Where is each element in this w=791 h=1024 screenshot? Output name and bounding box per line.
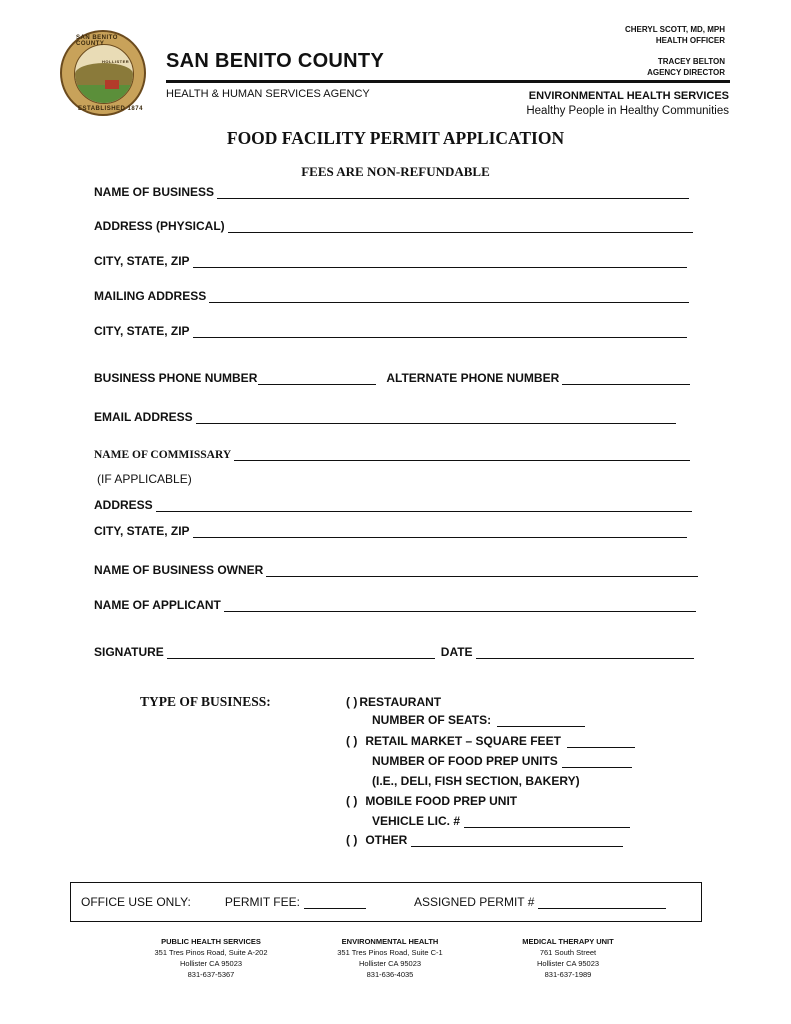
prep-units-label: NUMBER OF FOOD PREP UNITS (372, 754, 558, 768)
seal-text-top: SAN BENITO COUNTY (76, 35, 118, 47)
applicant-field[interactable] (224, 599, 696, 612)
seats-label: NUMBER OF SEATS: (372, 713, 492, 727)
department-name: ENVIRONMENTAL HEALTH SERVICES (528, 90, 729, 102)
footer-public-health (121, 936, 301, 980)
commissary-row (94, 448, 690, 461)
signature-row (94, 645, 694, 659)
retail-checkbox[interactable]: ( ) (346, 734, 358, 748)
footer-environmental-health (300, 936, 480, 980)
date-label: DATE (440, 645, 473, 659)
seal-text-bottom: ESTABLISHED 1874 (78, 106, 143, 112)
restaurant-option[interactable] (346, 695, 441, 709)
mobile-checkbox[interactable]: ( ) (346, 794, 358, 808)
city-state-zip-label-1: CITY, STATE, ZIP (94, 254, 190, 268)
prep-units-field[interactable] (562, 755, 632, 768)
alternate-phone-label: ALTERNATE PHONE NUMBER (386, 371, 560, 385)
commissary-field[interactable] (234, 448, 690, 461)
city-state-zip-row-3 (94, 524, 687, 538)
footer-office-name: ENVIRONMENTAL HEALTH (341, 937, 439, 946)
city-state-zip-field-3[interactable] (193, 525, 687, 538)
permit-fee-label: PERMIT FEE: (224, 895, 300, 909)
owner-row (94, 563, 698, 577)
prep-units-row (372, 754, 632, 768)
footer-medical-therapy (478, 936, 658, 980)
applicant-row (94, 598, 696, 612)
if-applicable-note: (IF APPLICABLE) (97, 472, 192, 486)
address-physical-label: ADDRESS (PHYSICAL) (94, 219, 225, 233)
owner-label: NAME OF BUSINESS OWNER (94, 563, 264, 577)
retail-option[interactable] (346, 734, 635, 748)
footer-street: 351 Tres Pinos Road, Suite A-202 (154, 948, 268, 957)
header-divider (166, 80, 730, 83)
vehicle-row (372, 814, 630, 828)
address-physical-row (94, 219, 693, 233)
email-row (94, 410, 676, 424)
email-field[interactable] (196, 411, 676, 424)
form-title: FOOD FACILITY PERMIT APPLICATION (226, 128, 565, 148)
mailing-address-row (94, 289, 689, 303)
footer-office-name: MEDICAL THERAPY UNIT (522, 937, 614, 946)
agency-name: HEALTH & HUMAN SERVICES AGENCY (166, 88, 370, 100)
office-use-box (70, 882, 702, 922)
assigned-permit-field[interactable] (538, 896, 666, 909)
other-option[interactable] (346, 833, 623, 847)
footer-city: Hollister CA 95023 (358, 959, 422, 968)
restaurant-checkbox[interactable]: ( ) (346, 695, 358, 709)
commissary-address-row (94, 498, 692, 512)
assigned-permit-label: ASSIGNED PERMIT # (413, 895, 535, 909)
footer-street: 761 South Street (539, 948, 597, 957)
date-field[interactable] (476, 646, 694, 659)
footer-phone: 831-637-5367 (187, 970, 235, 979)
mobile-label: MOBILE FOOD PREP UNIT (365, 794, 518, 808)
business-name-row (94, 185, 689, 199)
footer-phone: 831-637-1989 (544, 970, 592, 979)
business-phone-field[interactable] (258, 372, 376, 385)
applicant-label: NAME OF APPLICANT (94, 598, 221, 612)
county-name: SAN BENITO COUNTY (166, 50, 385, 72)
restaurant-label: RESTAURANT (359, 695, 442, 709)
agency-director-block (647, 56, 725, 78)
mailing-address-field[interactable] (209, 290, 689, 303)
office-use-label: OFFICE USE ONLY: (81, 895, 191, 909)
alternate-phone-field[interactable] (562, 372, 690, 385)
commissary-label: NAME OF COMMISSARY (94, 449, 232, 461)
office-use-row (81, 895, 666, 909)
business-name-field[interactable] (217, 186, 689, 199)
city-state-zip-field-2[interactable] (193, 325, 687, 338)
prep-examples-note: (I.E., DELI, FISH SECTION, BAKERY) (372, 774, 580, 788)
footer-city: Hollister CA 95023 (179, 959, 243, 968)
footer-phone: 831-636-4035 (366, 970, 414, 979)
address-physical-field[interactable] (228, 220, 693, 233)
seats-row (372, 713, 585, 727)
signature-label: SIGNATURE (94, 645, 164, 659)
department-motto: Healthy People in Healthy Communities (526, 105, 729, 117)
phone-row (94, 371, 690, 385)
officer-name: CHERYL SCOTT, MD, MPH (624, 25, 725, 34)
director-title: AGENCY DIRECTOR (647, 68, 725, 77)
officer-title: HEALTH OFFICER (655, 36, 725, 45)
seal-landscape (74, 44, 134, 104)
city-state-zip-field-1[interactable] (193, 255, 687, 268)
retail-label: RETAIL MARKET – SQUARE FEET (365, 734, 561, 748)
footer-street: 351 Tres Pinos Road, Suite C-1 (337, 948, 443, 957)
email-label: EMAIL ADDRESS (94, 410, 193, 424)
director-name: TRACEY BELTON (657, 57, 725, 66)
permit-fee-field[interactable] (304, 896, 366, 909)
city-state-zip-label-3: CITY, STATE, ZIP (94, 524, 190, 538)
commissary-address-label: ADDRESS (94, 498, 153, 512)
retail-square-feet-field[interactable] (567, 735, 635, 748)
health-officer-block (625, 24, 725, 46)
footer-city: Hollister CA 95023 (536, 959, 600, 968)
city-state-zip-label-2: CITY, STATE, ZIP (94, 324, 190, 338)
form-subtitle: FEES ARE NON-REFUNDABLE (301, 164, 490, 179)
vehicle-field[interactable] (464, 815, 630, 828)
other-checkbox[interactable]: ( ) (346, 833, 358, 847)
city-state-zip-row-1 (94, 254, 687, 268)
owner-field[interactable] (266, 564, 698, 577)
mobile-option[interactable] (346, 794, 517, 808)
city-state-zip-row-2 (94, 324, 687, 338)
seats-field[interactable] (497, 714, 585, 727)
seal-text-hollister: HOLLISTER (102, 59, 130, 64)
mailing-address-label: MAILING ADDRESS (94, 289, 207, 303)
vehicle-label: VEHICLE LIC. # (372, 814, 461, 828)
commissary-address-field[interactable] (156, 499, 692, 512)
other-field[interactable] (411, 834, 623, 847)
county-seal (60, 30, 146, 116)
signature-field[interactable] (167, 646, 435, 659)
business-phone-label: BUSINESS PHONE NUMBER (94, 371, 258, 385)
footer-office-name: PUBLIC HEALTH SERVICES (161, 937, 261, 946)
other-label: OTHER (365, 833, 408, 847)
business-name-label: NAME OF BUSINESS (94, 185, 215, 199)
type-of-business-label: TYPE OF BUSINESS: (140, 694, 271, 709)
